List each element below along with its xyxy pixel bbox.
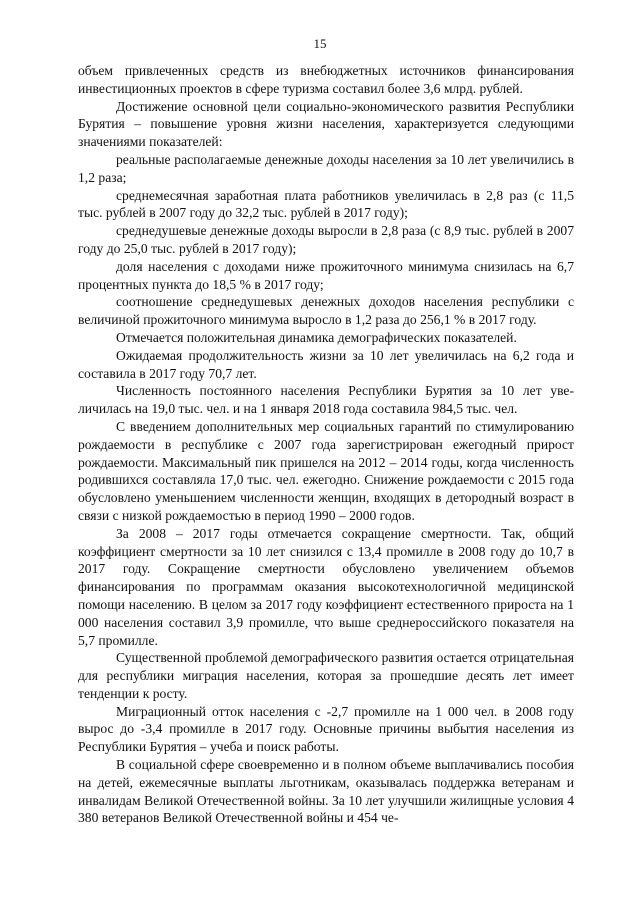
paragraph-living-standards-intro: Достижение основной цели социально-экономического развития Республики Бурятия – повышение уровня жизни населения, характеризуется следующими значениями показателей:: [78, 98, 574, 150]
paragraph-social-sphere: В социальной сфере своевременно и в полном объеме выплачивались пособия на детей, ежемесячные выплаты льготникам, оказывалась поддержка ветеранам и инвалидам Великой Отечественной войны. За 10 лет улучшили жилищные условия 4 380 ветеранов Великой Отечественной войны и 454 че-: [78, 757, 574, 826]
page-number: 15: [313, 36, 327, 51]
paragraph-life-expectancy: Ожидаемая продолжительность жизни за 10 лет увеличилась на 6,2 года и составила в 2017 году 70,7 лет.: [78, 347, 574, 381]
paragraph-income-ratio: соотношение среднедушевых денежных доходов населения республики с величиной прожиточного минимума выросло в 1,2 раза до 256,1 % в 2017 году.: [78, 294, 574, 328]
paragraph-migration-outflow: Миграционный отток населения с -2,7 промилле на 1 000 чел. в 2008 году вырос до -3,4 промилле в 2017 году. Основные причины выбытия населения из Республики Бурятия – учеба и поиск работы.: [78, 703, 574, 755]
paragraph-real-income: реальные располагаемые денежные доходы населения за 10 лет увеличились в 1,2 раза;: [78, 151, 574, 185]
paragraph-population: Численность постоянного населения Республики Бурятия за 10 лет увеличилась на 19,0 тыс. чел. и на 1 января 2018 года составила 984,5 тыс. чел.: [78, 383, 574, 417]
paragraph-average-salary: среднемесячная заработная плата работников увеличилась в 2,8 раз (с 11,5 тыс. рублей в 2007 году до 32,2 тыс. рублей в 2017 году);: [78, 187, 574, 221]
paragraph-birth-rate: С введением дополнительных мер социальных гарантий по стимулированию рождаемости в республике с 2007 года зарегистрирован ежегодный прирост рождаемости. Максимальный пик пришелся на 2012 – 2014 годы, когда численность родившихся составляла 17,0 тыс. чел. ежегодно. Снижение рождаемости с 2015 года обусловлено уменьшением численности женщин, входящих в детородный возраст в связи с низкой рождаемостью в период 1990 – 2000 годов.: [78, 418, 574, 523]
document-body: [78, 62, 574, 827]
paragraph-demographics-intro: Отмечается положительная динамика демографических показателей.: [116, 329, 517, 345]
paragraph-per-capita-income: среднедушевые денежные доходы выросли в 2,8 раза (с 8,9 тыс. рублей в 2007 году до 25,0 тыс. рублей в 2017 году);: [78, 223, 574, 256]
paragraph-mortality: За 2008 – 2017 годы отмечается сокращение смертности. Так, общий коэффициент смертности за 10 лет снизился с 13,4 промилле в 2008 году до 10,7 в 2017 году. Сокращение смертности обусловлено увеличением объемов финансирования по программам оказания высокотехнологичной медицинской помощи населению. В целом за 2017 году коэффициент естественного прироста на 1 000 населения составил 3,9 промилле, что выше среднероссийского показателя на 5,7 промилле.: [78, 525, 574, 648]
paragraph-migration-problem: Существенной проблемой демографического развития остается отрицательная для республики миграция населения, которая за прошедшие десять лет имеет тенденции к росту.: [78, 650, 574, 701]
paragraph-tourism-investment: объем привлеченных средств из внебюджетных источников финансирования инвестиционных проектов в сфере туризма составил более 3,6 млрд. рублей.: [78, 63, 574, 96]
paragraph-poverty-share: доля населения с доходами ниже прожиточного минимума снизилась на 6,7 процентных пункта до 18,5 % в 2017 году;: [78, 258, 574, 292]
